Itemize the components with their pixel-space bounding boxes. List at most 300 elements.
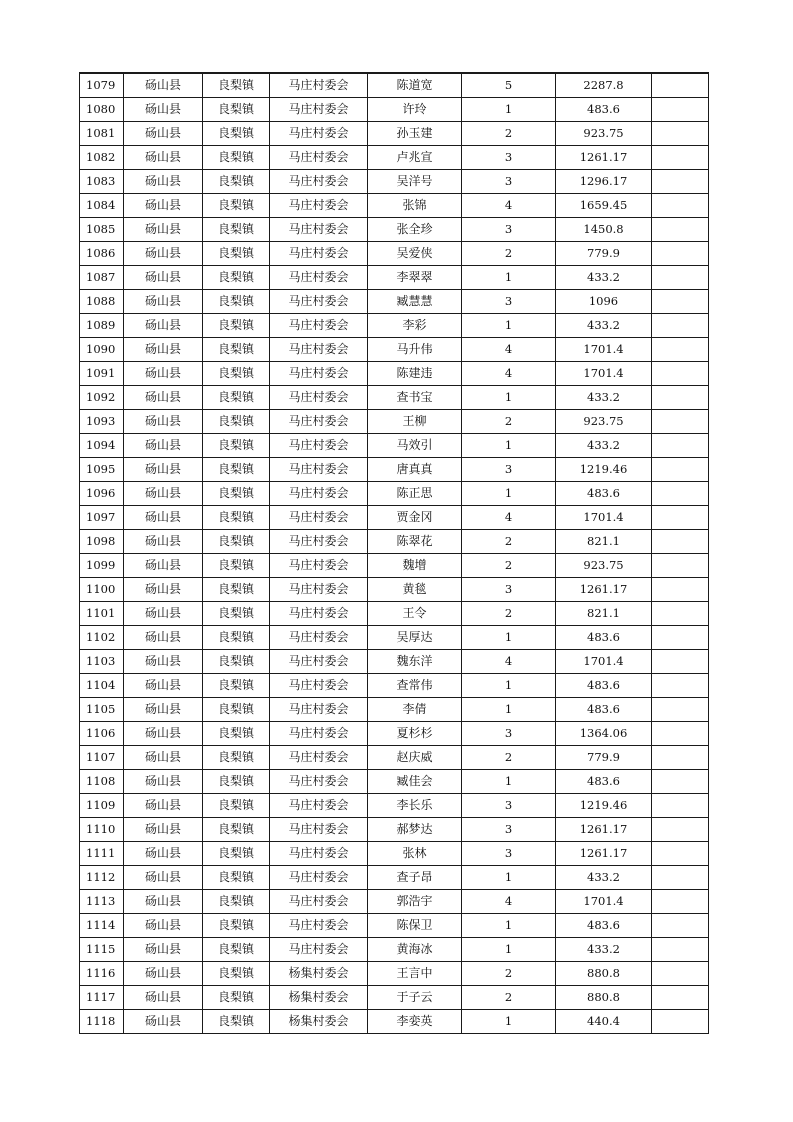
remark-cell: [652, 362, 709, 386]
row-number-cell: 1091: [80, 362, 124, 386]
village-committee-cell: 马庄村委会: [270, 506, 368, 530]
amount-cell: 1219.46: [556, 458, 652, 482]
person-name-cell: 李娈英: [368, 1010, 462, 1034]
county-cell: 砀山县: [124, 170, 203, 194]
household-size-cell: 3: [462, 218, 556, 242]
household-size-cell: 4: [462, 650, 556, 674]
town-cell: 良梨镇: [203, 410, 270, 434]
person-name-cell: 臧佳会: [368, 770, 462, 794]
remark-cell: [652, 73, 709, 98]
town-cell: 良梨镇: [203, 290, 270, 314]
person-name-cell: 唐真真: [368, 458, 462, 482]
row-number-cell: 1101: [80, 602, 124, 626]
person-name-cell: 王令: [368, 602, 462, 626]
county-cell: 砀山县: [124, 866, 203, 890]
row-number-cell: 1090: [80, 338, 124, 362]
town-cell: 良梨镇: [203, 434, 270, 458]
person-name-cell: 郭浩宇: [368, 890, 462, 914]
person-name-cell: 许玲: [368, 98, 462, 122]
amount-cell: 923.75: [556, 122, 652, 146]
row-number-cell: 1104: [80, 674, 124, 698]
table-row: [80, 914, 709, 938]
county-cell: 砀山县: [124, 122, 203, 146]
amount-cell: 1701.4: [556, 506, 652, 530]
amount-cell: 483.6: [556, 98, 652, 122]
village-committee-cell: 杨集村委会: [270, 1010, 368, 1034]
county-cell: 砀山县: [124, 962, 203, 986]
town-cell: 良梨镇: [203, 386, 270, 410]
county-cell: 砀山县: [124, 530, 203, 554]
village-committee-cell: 马庄村委会: [270, 218, 368, 242]
table-row: [80, 746, 709, 770]
amount-cell: 483.6: [556, 698, 652, 722]
town-cell: 良梨镇: [203, 938, 270, 962]
town-cell: 良梨镇: [203, 506, 270, 530]
town-cell: 良梨镇: [203, 338, 270, 362]
household-size-cell: 5: [462, 73, 556, 98]
town-cell: 良梨镇: [203, 73, 270, 98]
amount-cell: 923.75: [556, 410, 652, 434]
amount-cell: 1701.4: [556, 338, 652, 362]
county-cell: 砀山县: [124, 1010, 203, 1034]
amount-cell: 433.2: [556, 938, 652, 962]
town-cell: 良梨镇: [203, 602, 270, 626]
row-number-cell: 1112: [80, 866, 124, 890]
person-name-cell: 贾金冈: [368, 506, 462, 530]
village-committee-cell: 马庄村委会: [270, 842, 368, 866]
county-cell: 砀山县: [124, 242, 203, 266]
village-committee-cell: 马庄村委会: [270, 458, 368, 482]
town-cell: 良梨镇: [203, 842, 270, 866]
village-committee-cell: 马庄村委会: [270, 290, 368, 314]
amount-cell: 880.8: [556, 986, 652, 1010]
row-number-cell: 1109: [80, 794, 124, 818]
county-cell: 砀山县: [124, 434, 203, 458]
remark-cell: [652, 578, 709, 602]
table-row: [80, 194, 709, 218]
row-number-cell: 1114: [80, 914, 124, 938]
household-size-cell: 3: [462, 458, 556, 482]
household-size-cell: 2: [462, 962, 556, 986]
row-number-cell: 1084: [80, 194, 124, 218]
county-cell: 砀山县: [124, 506, 203, 530]
village-committee-cell: 马庄村委会: [270, 338, 368, 362]
ledger-table: [79, 72, 709, 1034]
remark-cell: [652, 626, 709, 650]
town-cell: 良梨镇: [203, 242, 270, 266]
village-committee-cell: 马庄村委会: [270, 73, 368, 98]
person-name-cell: 陈正思: [368, 482, 462, 506]
person-name-cell: 郝梦达: [368, 818, 462, 842]
amount-cell: 483.6: [556, 914, 652, 938]
town-cell: 良梨镇: [203, 818, 270, 842]
county-cell: 砀山县: [124, 578, 203, 602]
table-row: [80, 842, 709, 866]
household-size-cell: 1: [462, 434, 556, 458]
amount-cell: 1701.4: [556, 362, 652, 386]
table-row: [80, 290, 709, 314]
row-number-cell: 1103: [80, 650, 124, 674]
remark-cell: [652, 434, 709, 458]
town-cell: 良梨镇: [203, 266, 270, 290]
county-cell: 砀山县: [124, 986, 203, 1010]
county-cell: 砀山县: [124, 746, 203, 770]
person-name-cell: 马升伟: [368, 338, 462, 362]
town-cell: 良梨镇: [203, 458, 270, 482]
county-cell: 砀山县: [124, 146, 203, 170]
row-number-cell: 1097: [80, 506, 124, 530]
village-committee-cell: 马庄村委会: [270, 122, 368, 146]
county-cell: 砀山县: [124, 98, 203, 122]
row-number-cell: 1083: [80, 170, 124, 194]
amount-cell: 433.2: [556, 434, 652, 458]
town-cell: 良梨镇: [203, 98, 270, 122]
remark-cell: [652, 698, 709, 722]
person-name-cell: 王柳: [368, 410, 462, 434]
county-cell: 砀山县: [124, 386, 203, 410]
row-number-cell: 1095: [80, 458, 124, 482]
remark-cell: [652, 146, 709, 170]
table-row: [80, 986, 709, 1010]
town-cell: 良梨镇: [203, 770, 270, 794]
remark-cell: [652, 98, 709, 122]
table-row: [80, 506, 709, 530]
table-row: [80, 482, 709, 506]
person-name-cell: 王言中: [368, 962, 462, 986]
remark-cell: [652, 554, 709, 578]
town-cell: 良梨镇: [203, 674, 270, 698]
county-cell: 砀山县: [124, 410, 203, 434]
remark-cell: [652, 314, 709, 338]
county-cell: 砀山县: [124, 938, 203, 962]
village-committee-cell: 马庄村委会: [270, 266, 368, 290]
county-cell: 砀山县: [124, 698, 203, 722]
county-cell: 砀山县: [124, 650, 203, 674]
amount-cell: 779.9: [556, 242, 652, 266]
row-number-cell: 1087: [80, 266, 124, 290]
remark-cell: [652, 986, 709, 1010]
amount-cell: 483.6: [556, 482, 652, 506]
amount-cell: 821.1: [556, 602, 652, 626]
household-size-cell: 3: [462, 818, 556, 842]
remark-cell: [652, 794, 709, 818]
town-cell: 良梨镇: [203, 170, 270, 194]
town-cell: 良梨镇: [203, 626, 270, 650]
household-size-cell: 1: [462, 938, 556, 962]
person-name-cell: 黄海冰: [368, 938, 462, 962]
amount-cell: 1261.17: [556, 818, 652, 842]
person-name-cell: 张林: [368, 842, 462, 866]
table-row: [80, 458, 709, 482]
person-name-cell: 查常伟: [368, 674, 462, 698]
town-cell: 良梨镇: [203, 722, 270, 746]
village-committee-cell: 马庄村委会: [270, 698, 368, 722]
village-committee-cell: 马庄村委会: [270, 362, 368, 386]
ledger-body: [80, 73, 709, 1034]
row-number-cell: 1111: [80, 842, 124, 866]
town-cell: 良梨镇: [203, 122, 270, 146]
person-name-cell: 黄毯: [368, 578, 462, 602]
table-row: [80, 338, 709, 362]
row-number-cell: 1107: [80, 746, 124, 770]
person-name-cell: 李长乐: [368, 794, 462, 818]
person-name-cell: 陈翠花: [368, 530, 462, 554]
town-cell: 良梨镇: [203, 194, 270, 218]
remark-cell: [652, 170, 709, 194]
person-name-cell: 马效引: [368, 434, 462, 458]
household-size-cell: 1: [462, 626, 556, 650]
table-row: [80, 722, 709, 746]
person-name-cell: 李倩: [368, 698, 462, 722]
person-name-cell: 卢兆宣: [368, 146, 462, 170]
row-number-cell: 1118: [80, 1010, 124, 1034]
row-number-cell: 1116: [80, 962, 124, 986]
household-size-cell: 4: [462, 338, 556, 362]
table-row: [80, 1010, 709, 1034]
household-size-cell: 1: [462, 770, 556, 794]
village-committee-cell: 马庄村委会: [270, 818, 368, 842]
remark-cell: [652, 506, 709, 530]
amount-cell: 880.8: [556, 962, 652, 986]
table-row: [80, 434, 709, 458]
remark-cell: [652, 530, 709, 554]
person-name-cell: 张锦: [368, 194, 462, 218]
household-size-cell: 3: [462, 842, 556, 866]
village-committee-cell: 马庄村委会: [270, 194, 368, 218]
amount-cell: 1261.17: [556, 578, 652, 602]
household-size-cell: 1: [462, 674, 556, 698]
town-cell: 良梨镇: [203, 554, 270, 578]
town-cell: 良梨镇: [203, 914, 270, 938]
person-name-cell: 夏杉杉: [368, 722, 462, 746]
household-size-cell: 1: [462, 698, 556, 722]
town-cell: 良梨镇: [203, 794, 270, 818]
table-row: [80, 146, 709, 170]
person-name-cell: 陈建违: [368, 362, 462, 386]
household-size-cell: 2: [462, 410, 556, 434]
amount-cell: 821.1: [556, 530, 652, 554]
village-committee-cell: 马庄村委会: [270, 530, 368, 554]
amount-cell: 1096: [556, 290, 652, 314]
amount-cell: 779.9: [556, 746, 652, 770]
person-name-cell: 李彩: [368, 314, 462, 338]
town-cell: 良梨镇: [203, 362, 270, 386]
remark-cell: [652, 410, 709, 434]
household-size-cell: 2: [462, 602, 556, 626]
remark-cell: [652, 1010, 709, 1034]
household-size-cell: 2: [462, 746, 556, 770]
household-size-cell: 1: [462, 482, 556, 506]
county-cell: 砀山县: [124, 266, 203, 290]
person-name-cell: 陈道宽: [368, 73, 462, 98]
row-number-cell: 1105: [80, 698, 124, 722]
remark-cell: [652, 866, 709, 890]
person-name-cell: 臧慧慧: [368, 290, 462, 314]
household-size-cell: 4: [462, 194, 556, 218]
county-cell: 砀山县: [124, 314, 203, 338]
remark-cell: [652, 890, 709, 914]
remark-cell: [652, 722, 709, 746]
county-cell: 砀山县: [124, 842, 203, 866]
table-row: [80, 242, 709, 266]
table-row: [80, 530, 709, 554]
row-number-cell: 1085: [80, 218, 124, 242]
person-name-cell: 吴洋号: [368, 170, 462, 194]
row-number-cell: 1098: [80, 530, 124, 554]
table-row: [80, 794, 709, 818]
remark-cell: [652, 770, 709, 794]
village-committee-cell: 马庄村委会: [270, 626, 368, 650]
remark-cell: [652, 962, 709, 986]
village-committee-cell: 马庄村委会: [270, 602, 368, 626]
remark-cell: [652, 482, 709, 506]
village-committee-cell: 马庄村委会: [270, 578, 368, 602]
person-name-cell: 查子昂: [368, 866, 462, 890]
row-number-cell: 1086: [80, 242, 124, 266]
person-name-cell: 孙玉建: [368, 122, 462, 146]
village-committee-cell: 杨集村委会: [270, 962, 368, 986]
amount-cell: 433.2: [556, 314, 652, 338]
table-row: [80, 938, 709, 962]
household-size-cell: 3: [462, 146, 556, 170]
amount-cell: 1701.4: [556, 890, 652, 914]
amount-cell: 433.2: [556, 386, 652, 410]
village-committee-cell: 马庄村委会: [270, 314, 368, 338]
row-number-cell: 1079: [80, 73, 124, 98]
county-cell: 砀山县: [124, 194, 203, 218]
table-row: [80, 554, 709, 578]
county-cell: 砀山县: [124, 290, 203, 314]
person-name-cell: 吴厚达: [368, 626, 462, 650]
amount-cell: 923.75: [556, 554, 652, 578]
row-number-cell: 1100: [80, 578, 124, 602]
village-committee-cell: 马庄村委会: [270, 890, 368, 914]
row-number-cell: 1099: [80, 554, 124, 578]
row-number-cell: 1110: [80, 818, 124, 842]
household-size-cell: 2: [462, 554, 556, 578]
amount-cell: 1261.17: [556, 146, 652, 170]
person-name-cell: 于子云: [368, 986, 462, 1010]
county-cell: 砀山县: [124, 722, 203, 746]
remark-cell: [652, 602, 709, 626]
amount-cell: 1219.46: [556, 794, 652, 818]
table-row: [80, 674, 709, 698]
town-cell: 良梨镇: [203, 962, 270, 986]
village-committee-cell: 马庄村委会: [270, 170, 368, 194]
county-cell: 砀山县: [124, 73, 203, 98]
table-row: [80, 602, 709, 626]
household-size-cell: 3: [462, 170, 556, 194]
remark-cell: [652, 122, 709, 146]
table-row: [80, 890, 709, 914]
county-cell: 砀山县: [124, 794, 203, 818]
remark-cell: [652, 914, 709, 938]
amount-cell: 1296.17: [556, 170, 652, 194]
town-cell: 良梨镇: [203, 890, 270, 914]
county-cell: 砀山县: [124, 338, 203, 362]
remark-cell: [652, 842, 709, 866]
household-size-cell: 1: [462, 914, 556, 938]
county-cell: 砀山县: [124, 602, 203, 626]
remark-cell: [652, 674, 709, 698]
table-row: [80, 770, 709, 794]
household-size-cell: 1: [462, 1010, 556, 1034]
table-row: [80, 698, 709, 722]
town-cell: 良梨镇: [203, 986, 270, 1010]
person-name-cell: 陈保卫: [368, 914, 462, 938]
village-committee-cell: 马庄村委会: [270, 746, 368, 770]
village-committee-cell: 杨集村委会: [270, 986, 368, 1010]
person-name-cell: 赵庆威: [368, 746, 462, 770]
amount-cell: 440.4: [556, 1010, 652, 1034]
person-name-cell: 魏增: [368, 554, 462, 578]
town-cell: 良梨镇: [203, 482, 270, 506]
row-number-cell: 1089: [80, 314, 124, 338]
village-committee-cell: 马庄村委会: [270, 650, 368, 674]
amount-cell: 483.6: [556, 674, 652, 698]
remark-cell: [652, 938, 709, 962]
village-committee-cell: 马庄村委会: [270, 410, 368, 434]
remark-cell: [652, 338, 709, 362]
county-cell: 砀山县: [124, 914, 203, 938]
amount-cell: 433.2: [556, 866, 652, 890]
town-cell: 良梨镇: [203, 146, 270, 170]
remark-cell: [652, 386, 709, 410]
household-size-cell: 2: [462, 986, 556, 1010]
row-number-cell: 1117: [80, 986, 124, 1010]
village-committee-cell: 马庄村委会: [270, 914, 368, 938]
table-row: [80, 962, 709, 986]
amount-cell: 483.6: [556, 770, 652, 794]
household-size-cell: 1: [462, 314, 556, 338]
person-name-cell: 李翠翠: [368, 266, 462, 290]
amount-cell: 1450.8: [556, 218, 652, 242]
row-number-cell: 1094: [80, 434, 124, 458]
town-cell: 良梨镇: [203, 698, 270, 722]
table-row: [80, 818, 709, 842]
county-cell: 砀山县: [124, 626, 203, 650]
village-committee-cell: 马庄村委会: [270, 146, 368, 170]
household-size-cell: 1: [462, 386, 556, 410]
amount-cell: 2287.8: [556, 73, 652, 98]
table-row: [80, 866, 709, 890]
table-row: [80, 314, 709, 338]
table-row: [80, 626, 709, 650]
village-committee-cell: 马庄村委会: [270, 554, 368, 578]
row-number-cell: 1092: [80, 386, 124, 410]
row-number-cell: 1080: [80, 98, 124, 122]
row-number-cell: 1106: [80, 722, 124, 746]
row-number-cell: 1081: [80, 122, 124, 146]
household-size-cell: 1: [462, 866, 556, 890]
county-cell: 砀山县: [124, 362, 203, 386]
row-number-cell: 1115: [80, 938, 124, 962]
village-committee-cell: 马庄村委会: [270, 770, 368, 794]
amount-cell: 1261.17: [556, 842, 652, 866]
amount-cell: 433.2: [556, 266, 652, 290]
person-name-cell: 查书宝: [368, 386, 462, 410]
remark-cell: [652, 266, 709, 290]
village-committee-cell: 马庄村委会: [270, 242, 368, 266]
county-cell: 砀山县: [124, 770, 203, 794]
household-size-cell: 3: [462, 578, 556, 602]
village-committee-cell: 马庄村委会: [270, 482, 368, 506]
row-number-cell: 1088: [80, 290, 124, 314]
household-size-cell: 1: [462, 98, 556, 122]
county-cell: 砀山县: [124, 554, 203, 578]
village-committee-cell: 马庄村委会: [270, 386, 368, 410]
person-name-cell: 吴爱侠: [368, 242, 462, 266]
